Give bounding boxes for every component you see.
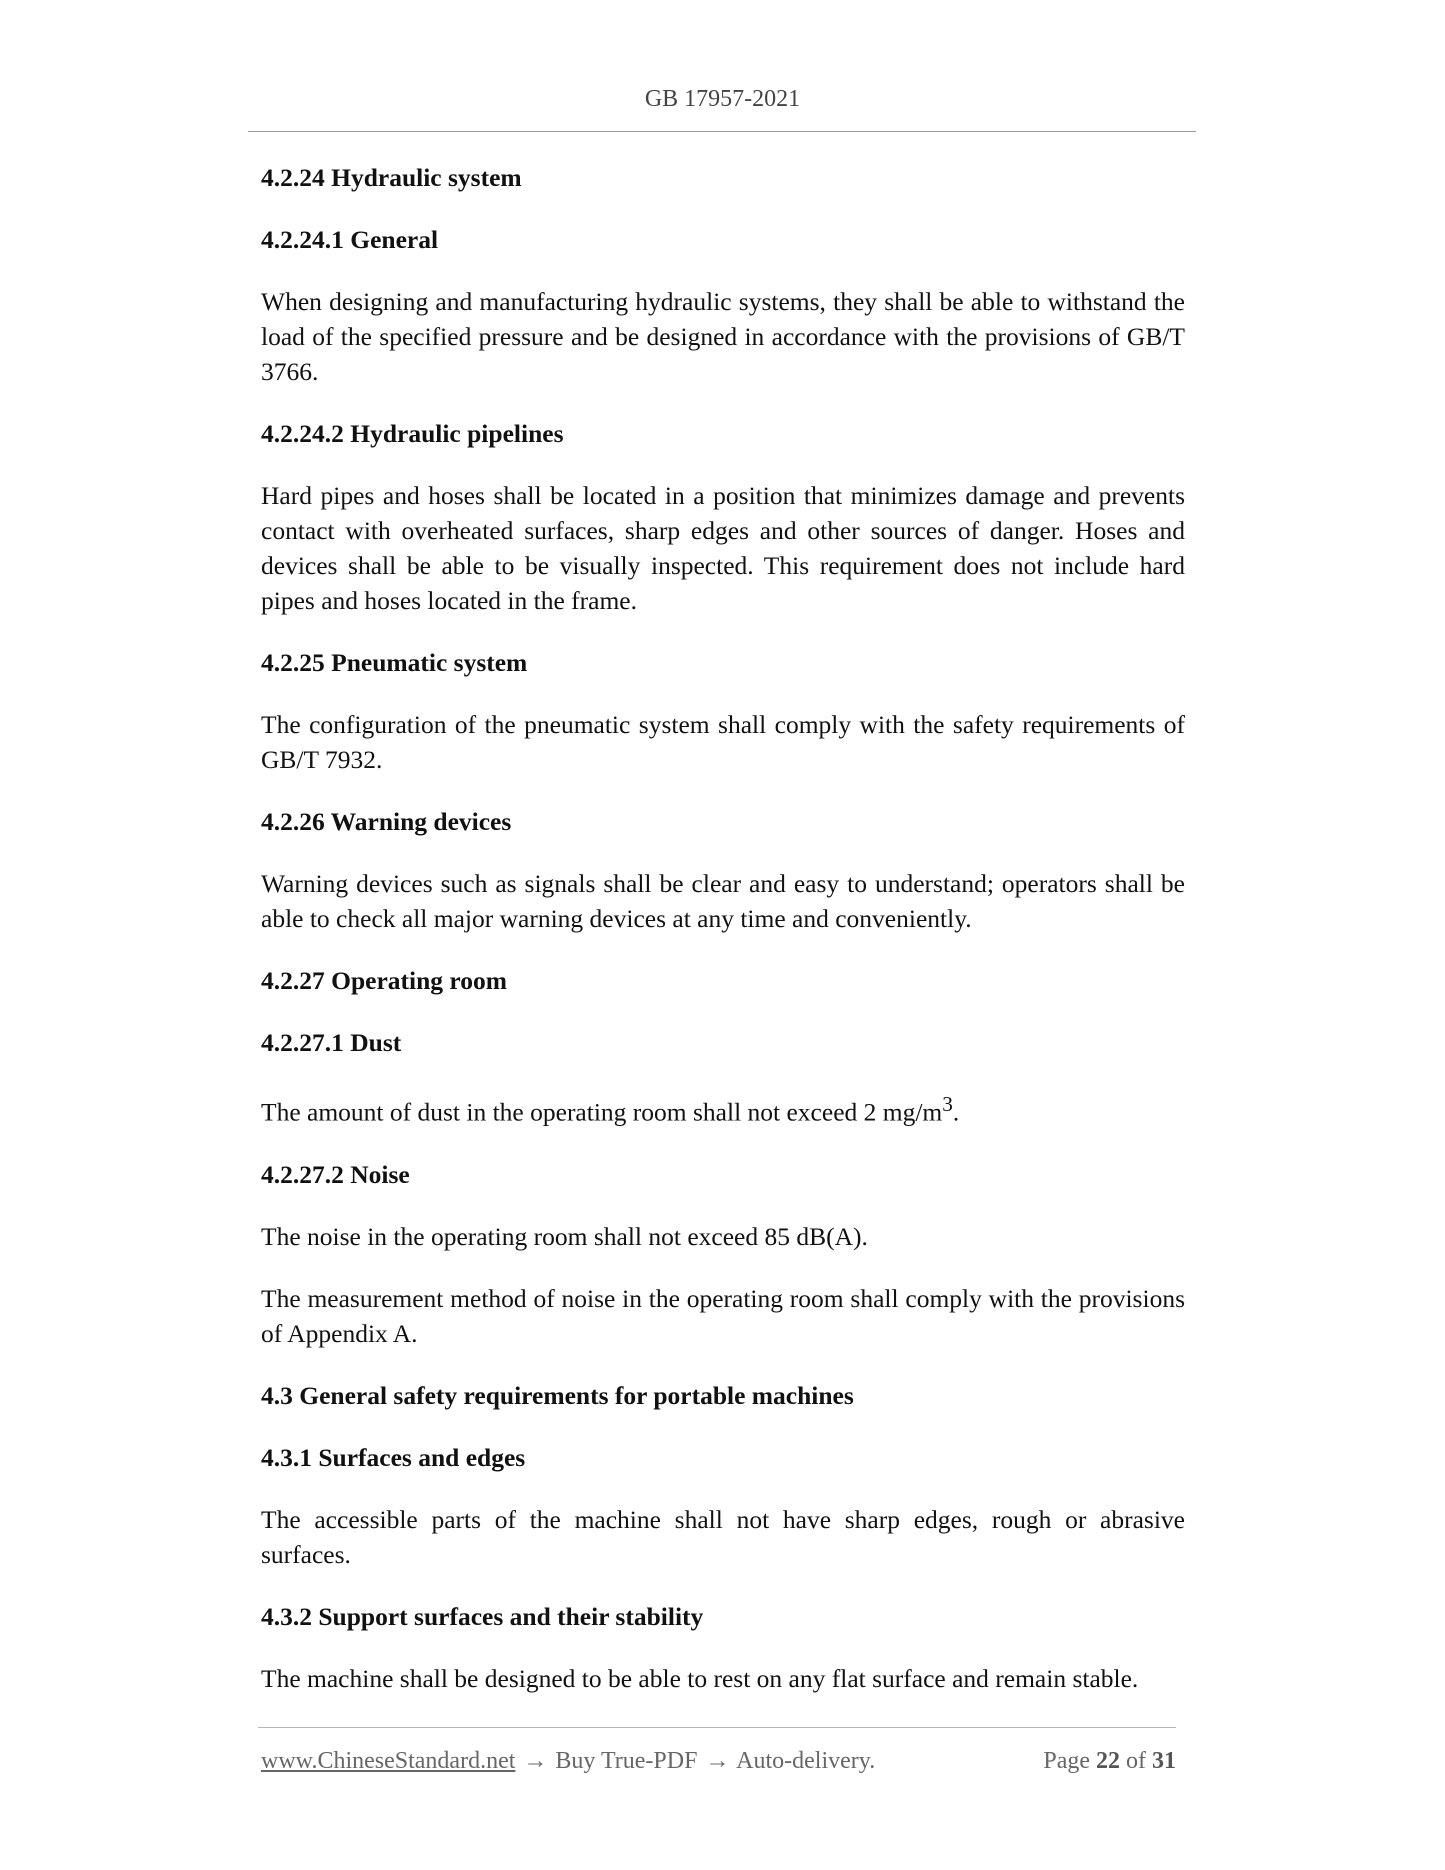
section-text-4-3-1: The accessible parts of the machine shall not have sharp edges, rough or abrasive surfaces. [261, 1504, 1185, 1569]
dust-unit-exponent: 3 [942, 1092, 953, 1116]
page-footer [261, 1748, 1176, 1782]
page-indicator [1043, 1748, 1176, 1775]
page-label: Page [1043, 1748, 1090, 1774]
buy-true-pdf-text: Buy True-PDF [555, 1748, 698, 1774]
section-text-4-2-24-2: Hard pipes and hoses shall be located in a position that minimizes damage and prevents contact with overheated surfaces, sharp edges and other sources of danger. Hoses and devices shall be able to be visually inspected. This requirement does not include hard pipes and hoses located in the frame. [261, 481, 1185, 615]
section-text-4-2-27-2-method: The measurement method of noise in the operating room shall comply with the provisions of Appendix A. [261, 1283, 1185, 1348]
section-text-4-2-24-1: When designing and manufacturing hydraulic systems, they shall be able to withstand the load of the specified pressure and be designed in accordance with the provisions of GB/T 3766. [261, 287, 1185, 386]
section-heading-4-3-1: 4.3.1 Surfaces and edges [261, 1442, 526, 1472]
total-page-number: 31 [1152, 1748, 1176, 1774]
section-heading-4-3-2: 4.3.2 Support surfaces and their stability [261, 1601, 704, 1631]
of-label: of [1126, 1748, 1146, 1774]
section-text-4-3-2: The machine shall be designed to be able to rest on any flat surface and remain stable. [261, 1663, 1139, 1693]
section-heading-4-2-24-2: 4.2.24.2 Hydraulic pipelines [261, 419, 564, 448]
footer-divider [258, 1727, 1176, 1728]
section-text-4-2-25: The configuration of the pneumatic system shall comply with the safety requirements of GB/T 7932. [261, 710, 1185, 774]
current-page-number: 22 [1096, 1748, 1120, 1774]
footer-promo [261, 1748, 875, 1775]
section-heading-4-2-25: 4.2.25 Pneumatic system [261, 648, 528, 677]
section-heading-4-2-26: 4.2.26 Warning devices [261, 807, 512, 836]
section-heading-4-3: 4.3 General safety requirements for portable machines [261, 1380, 854, 1410]
document-body [261, 160, 1185, 1723]
dust-limit-period: . [952, 1097, 960, 1127]
arrow-right-icon: → [705, 1748, 730, 1774]
document-id-header: GB 17957-2021 [644, 86, 801, 112]
section-heading-4-2-27: 4.2.27 Operating room [261, 966, 508, 995]
section-text-4-2-26: Warning devices such as signals shall be clear and easy to understand; operators shall be able to check all major warning devices at any time and conveniently. [261, 869, 1185, 933]
section-heading-4-2-27-2: 4.2.27.2 Noise [261, 1159, 410, 1189]
auto-delivery-text: Auto-delivery. [736, 1748, 876, 1774]
section-text-4-2-27-2-limit: The noise in the operating room shall not exceed 85 dB(A). [261, 1221, 868, 1251]
header-divider [248, 131, 1196, 132]
website-link[interactable]: www.ChineseStandard.net [261, 1748, 516, 1774]
section-text-4-2-27-1 [261, 1087, 1185, 1130]
section-heading-4-2-24: 4.2.24 Hydraulic system [261, 163, 522, 192]
dust-limit-text: The amount of dust in the operating room shall not exceed 2 mg/m [261, 1097, 943, 1127]
section-heading-4-2-24-1: 4.2.24.1 General [261, 225, 439, 254]
arrow-right-icon: → [523, 1748, 548, 1774]
section-heading-4-2-27-1: 4.2.27.1 Dust [261, 1028, 402, 1057]
